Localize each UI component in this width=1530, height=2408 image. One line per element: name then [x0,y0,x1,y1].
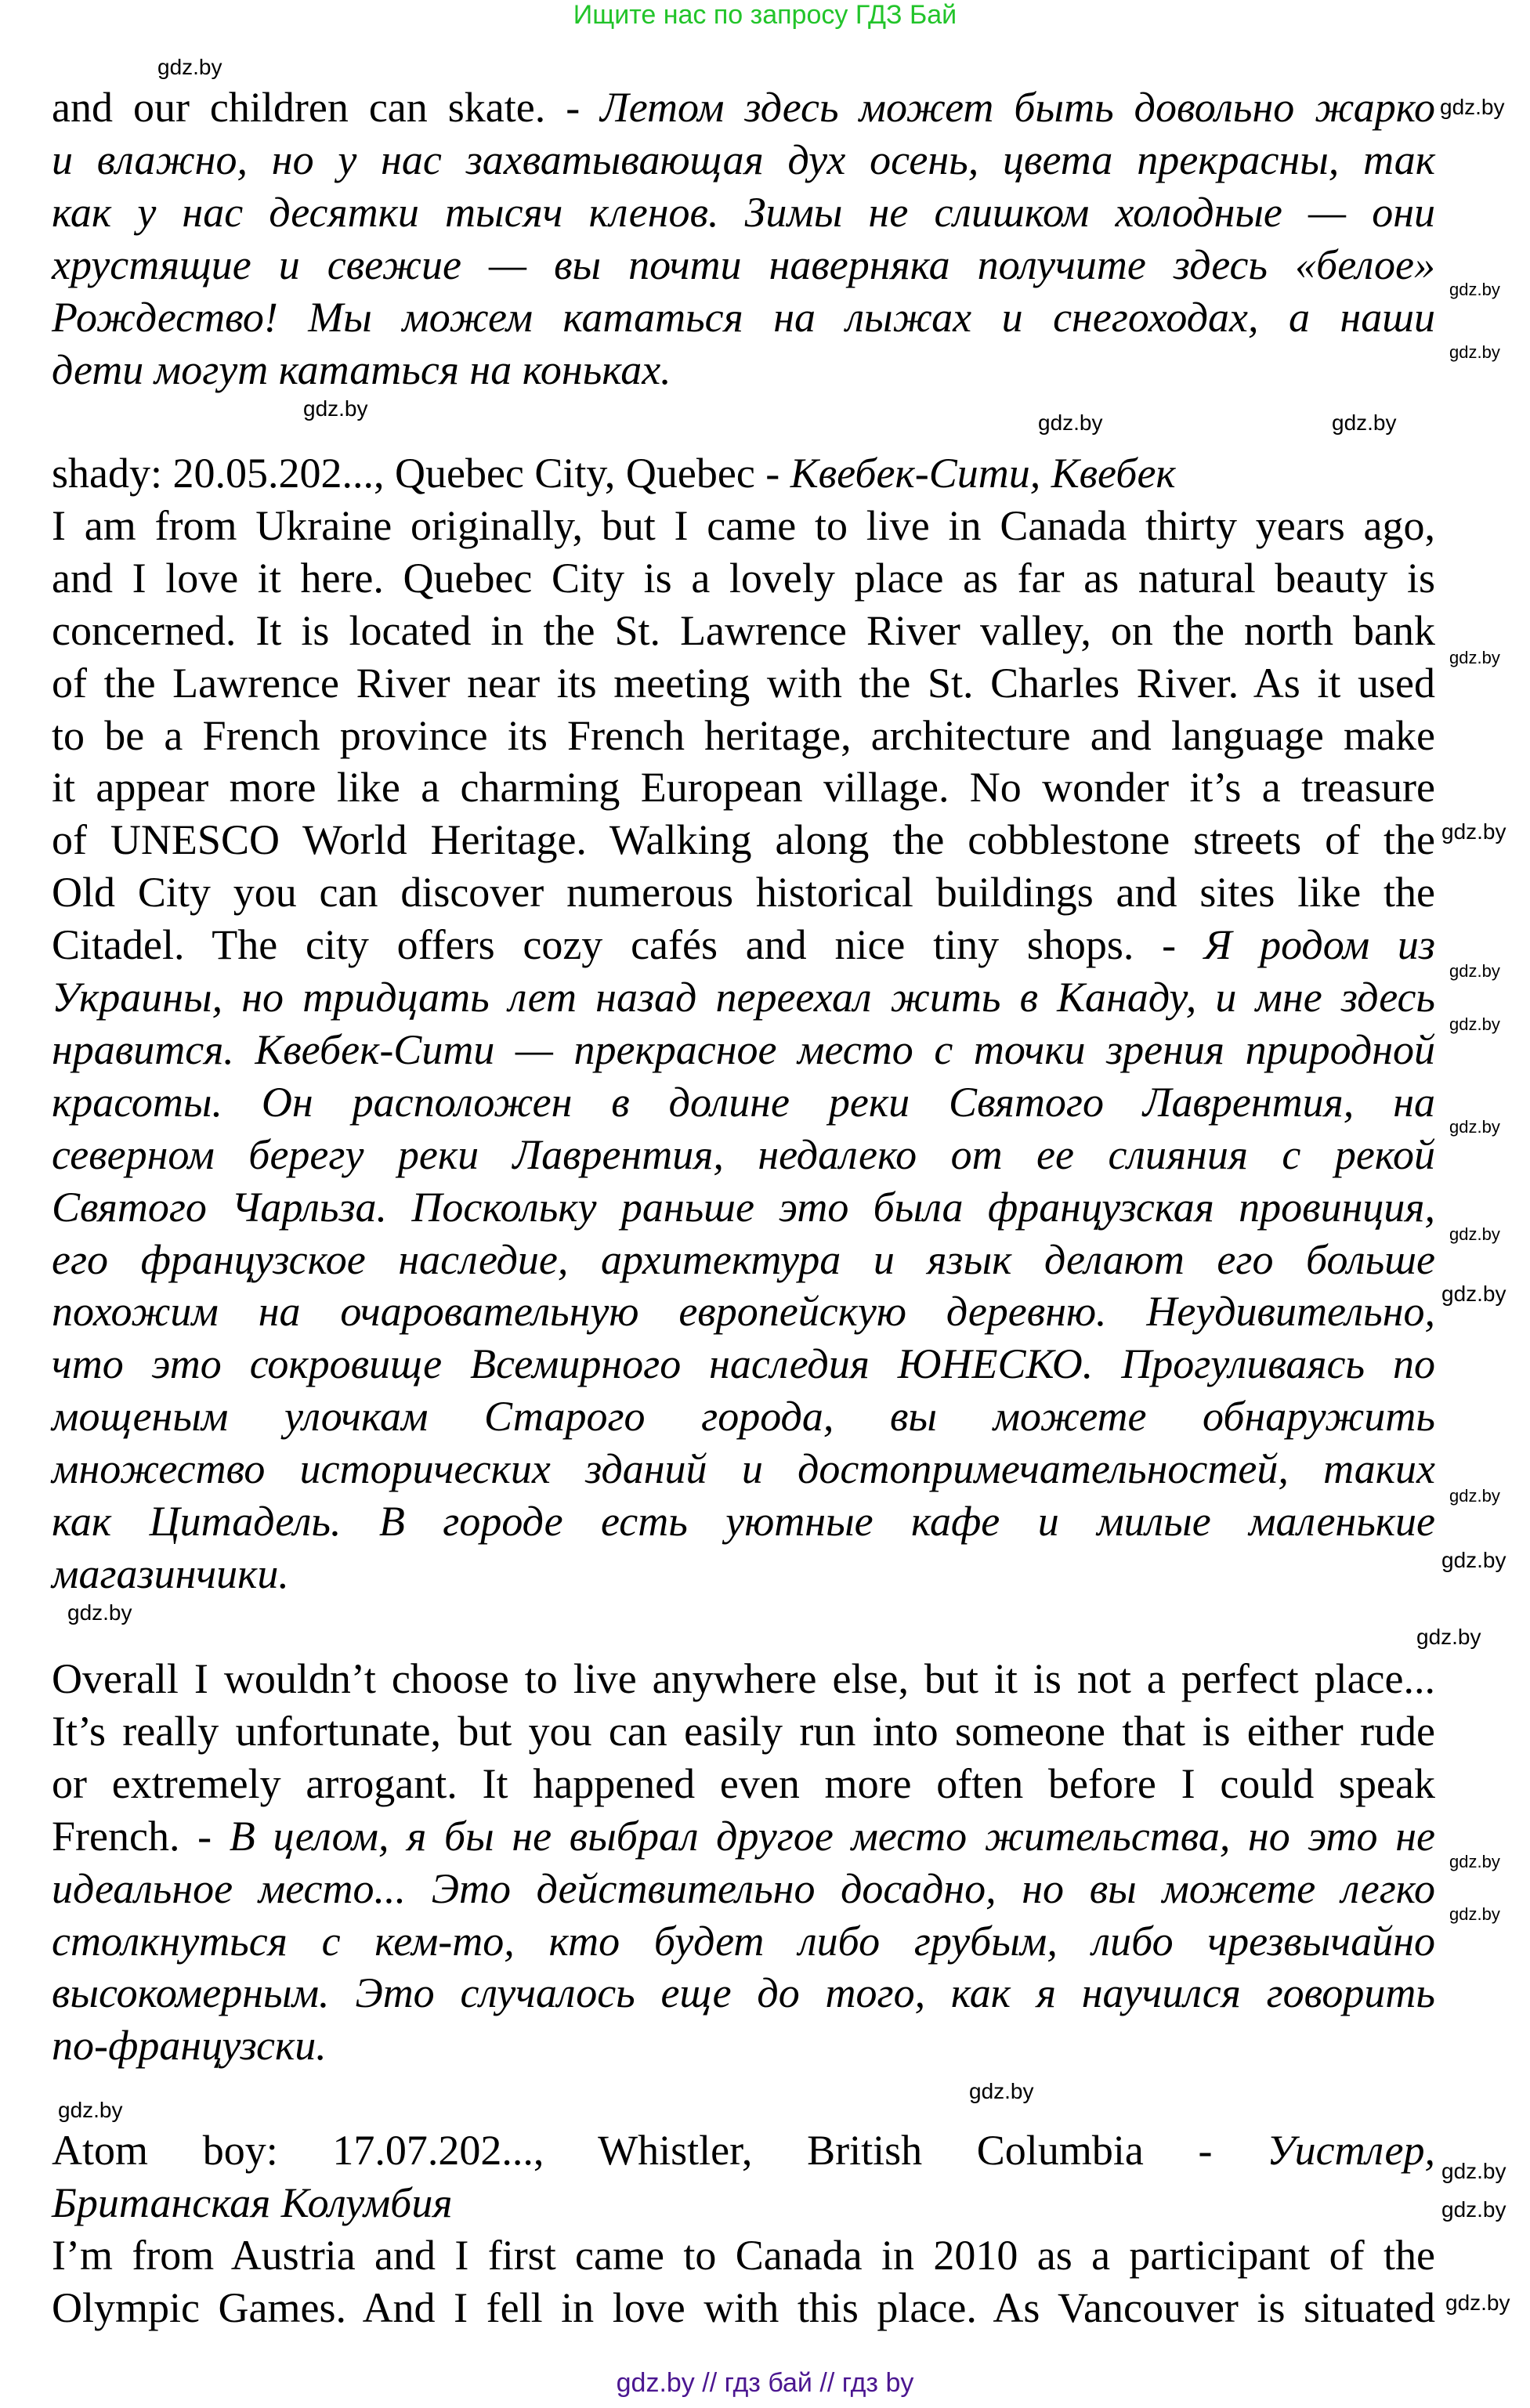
text-line [52,1443,1435,1495]
text-line [52,2124,1435,2176]
original-text: It’s really unfortunate, but you can easily run into someone that is either rude [52,1707,1435,1755]
text-line [52,344,1435,396]
text-line [52,2177,1435,2229]
watermark: gdz.by [1449,342,1500,362]
text-line [52,500,1435,551]
translation-text: Британская Колумбия [52,2178,453,2226]
translation-text: как у нас десятки тысяч кленов. Зимы не слишком холодные — они [52,188,1435,236]
watermark: gdz.by [303,396,368,421]
translation-text: В целом, я бы не выбрал другое место жительства, но это не [229,1812,1435,1860]
watermark: gdz.by [1449,1486,1500,1506]
translation-text: дети могут кататься на коньках. [52,345,671,393]
text-line [52,134,1435,186]
original-text: Overall I wouldn’t choose to live anywhere else, but it is not a perfect place... [52,1655,1435,1702]
original-text: I am from Ukraine originally, but I came to live in Canada thirty years ago, [52,501,1435,549]
translation-text: Украины, но тридцать лет назад переехал жить в Канаду, и мне здесь [52,974,1435,1021]
translation-text: его французское наследие, архитектура и язык делают его больше [52,1235,1435,1283]
original-text: and I love it here. Quebec City is a lovely place as far as natural beauty is [52,554,1435,602]
text-line [52,1915,1435,1967]
original-text: Olympic Games. And I fell in love with this place. As Vancouver is situated [52,2283,1435,2331]
search-banner: Ищите нас по запросу ГДЗ Бай [573,0,957,30]
text-line [52,1705,1435,1757]
text-line [52,605,1435,656]
text-line [52,447,1435,499]
translation-text: что это сокровище Всемирного наследия ЮНЕСКО. Прогуливаясь по [52,1340,1435,1388]
watermark: gdz.by [1449,1224,1500,1244]
text-line [52,1024,1435,1076]
watermark: gdz.by [1449,1117,1500,1137]
translation-text: Квебек-Сити, Квебек [790,450,1176,497]
text-line [52,291,1435,343]
watermark: gdz.by [157,55,222,79]
watermark: gdz.by [1445,2290,1510,2315]
text-line [52,1338,1435,1390]
translation-text: идеальное место... Это действительно досадно, но вы можете легко [52,1864,1435,1912]
text-line [52,710,1435,761]
original-text: shady: 20.05.202..., Quebec City, Quebec - [52,450,790,497]
translation-text: мощеным улочкам Старого города, вы можете обнаружить [52,1393,1435,1441]
footer-watermark: gdz.by // гдз бай // гдз by [616,2368,914,2398]
text-line [52,1181,1435,1233]
watermark: gdz.by [1441,2159,1506,2183]
text-line [52,657,1435,709]
text-line [52,1548,1435,1600]
translation-text: и влажно, но у нас захватывающая дух осень, цвета прекрасны, так [52,136,1435,183]
original-text: of UNESCO World Heritage. Walking along the cobblestone streets of the [52,816,1435,864]
original-text: and our children can skate. - [52,84,601,131]
translation-text: красоты. Он расположен в долине реки Святого Лаврентия, на [52,1078,1435,1126]
watermark: gdz.by [1449,648,1500,667]
translation-text: магазинчики. [52,1549,289,1597]
watermark: gdz.by [1440,95,1505,119]
translation-text: столкнуться с кем-то, кто будет либо грубым, либо чрезвычайно [52,1917,1435,1965]
watermark: gdz.by [1332,410,1397,435]
original-text: Citadel. The city offers cozy cafés and nice tiny shops. - [52,921,1204,969]
watermark: gdz.by [58,2098,123,2122]
translation-text: Я родом из [1203,921,1435,969]
watermark: gdz.by [1449,1904,1500,1924]
translation-text: высокомерным. Это случалось еще до того, как я научился говорить [52,1969,1435,2017]
text-line [52,1967,1435,2019]
translation-text: нравится. Квебек-Сити — прекрасное место с точки зрения природной [52,1025,1435,1073]
text-line [52,919,1435,971]
text-line [52,866,1435,918]
watermark: gdz.by [1416,1625,1481,1649]
translation-text: Уистлер, [1267,2127,1435,2174]
translation-text: Рождество! Мы можем кататься на лыжах и снегоходах, а наши [52,293,1435,341]
watermark: gdz.by [1449,1014,1500,1034]
text-line [52,1810,1435,1862]
original-text: it appear more like a charming European village. No wonder it’s a treasure [52,764,1435,812]
text-line [52,552,1435,604]
text-line [52,971,1435,1023]
watermark: gdz.by [67,1600,132,1625]
watermark: gdz.by [969,2079,1034,2103]
original-text: concerned. It is located in the St. Lawrence River valley, on the north bank [52,606,1435,654]
watermark: gdz.by [1441,1282,1506,1306]
text-line [52,1495,1435,1547]
translation-text: похожим на очаровательную европейскую деревню. Неудивительно, [52,1288,1435,1336]
original-text: I’m from Austria and I first came to Canada in 2010 as a participant of the [52,2231,1435,2279]
translation-text: по-французски. [52,2022,327,2070]
text-line [52,1390,1435,1442]
translation-text: Летом здесь может быть довольно жарко [600,84,1435,131]
original-text: of the Lawrence River near its meeting with the St. Charles River. As it used [52,659,1435,707]
original-text: Atom boy: 17.07.202..., Whistler, British Columbia - [52,2127,1268,2174]
watermark: gdz.by [1441,819,1506,844]
text-line [52,814,1435,866]
text-line [52,239,1435,291]
watermark: gdz.by [1449,280,1500,299]
translation-text: множество исторических зданий и достопримечательностей, таких [52,1445,1435,1493]
translation-text: хрустящие и свежие — вы почти наверняка получите здесь «белое» [52,240,1435,288]
text-line [52,1653,1435,1705]
watermark: gdz.by [1038,410,1103,435]
watermark: gdz.by [1449,961,1500,981]
translation-text: Святого Чарльза. Поскольку раньше это была французская провинция, [52,1183,1435,1231]
text-line [52,1129,1435,1180]
original-text: French. - [52,1812,230,1860]
watermark: gdz.by [1441,2197,1506,2222]
text-line [52,2229,1435,2281]
text-line [52,186,1435,238]
text-line [52,1863,1435,1914]
original-text: or extremely arrogant. It happened even more often before I could speak [52,1759,1435,1807]
text-line [52,1758,1435,1810]
original-text: Old City you can discover numerous historical buildings and sites like the [52,869,1435,917]
text-line [52,761,1435,813]
watermark: gdz.by [1449,1852,1500,1871]
text-line [52,1234,1435,1285]
watermark: gdz.by [1441,1548,1506,1572]
translation-text: северном берегу реки Лаврентия, недалеко от ее слияния с рекой [52,1130,1435,1178]
translation-text: как Цитадель. В городе есть уютные кафе и милые маленькие [52,1498,1435,1545]
text-line [52,1285,1435,1337]
original-text: to be a French province its French heritage, architecture and language make [52,711,1435,759]
text-line [52,81,1435,133]
text-line [52,2282,1435,2334]
text-line [52,2019,1435,2071]
text-line [52,1076,1435,1128]
